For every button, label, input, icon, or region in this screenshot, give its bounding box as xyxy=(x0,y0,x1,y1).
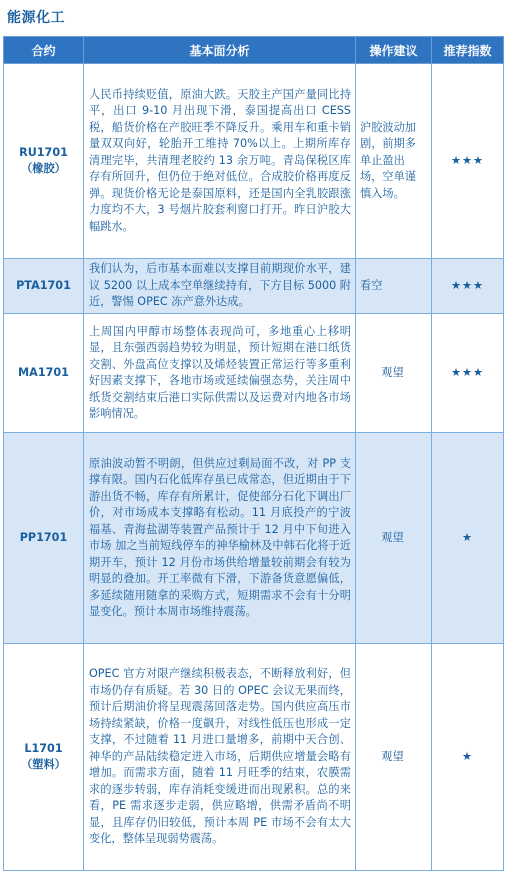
analysis-cell: 上周国内甲醇市场整体表现尚可，多地重心上移明显，且东强西弱趋势较为明显，预计短期在港口纸货交割、外盘高位支撑以及烯烃装置正常运行等多重利好因素支撑下，各地市场或延续偏强态势，关注周中纸货交割结束后港口实际供需以及运费对内地各市场影响情况。 xyxy=(84,314,356,433)
analysis-cell: 人民币持续贬值，原油大跌。天胶主产国产量同比持平，出口 9-10 月出现下滑，泰国提高出口 CESS 税，船货价格在产胶旺季不降反升。乘用车和重卡销量双双向好，轮胎开工维持 70%以上。上期所库存清理完毕，共清理老胶约 13 余万吨。青岛保税区库存有所回升，但仍位于绝对低位。合成胶价格再度反弹。现货价格无论是泰国原料，还是国内全乳胶跟涨力度均不大，3 号烟片胶套利窗口打开。昨日沪胶大幅跳水。 xyxy=(84,64,356,259)
table-row xyxy=(4,433,504,644)
header-analysis: 基本面分析 xyxy=(84,37,356,64)
table-row xyxy=(4,644,504,871)
contract-cell xyxy=(4,433,84,644)
rating-cell: ★ xyxy=(432,644,504,871)
analysis-cell: 原油波动暂不明朗，但供应过剩局面不改，对 PP 支撑有限。国内石化低库存虽已成常态，但近期由于下游出货不畅，库存有所累计，促使部分石化下调出厂价，对市场成本支撑略有松动。11 月底投产的宁波福基、青海盐湖等装置产品预计于 12 月中下旬进入市场 加之当前短线停车的神华榆林及中韩石化将于近期开车，预计 12 月份市场供给增量较前期会有较为明显的叠加。开工率微有下滑，下游备货意愿偏低，多延续随用随拿的采购方式，短期需求不会有十分明显变化。预计本周市场维持震荡。 xyxy=(84,433,356,644)
header-contract: 合约 xyxy=(4,37,84,64)
recommendation-table xyxy=(3,36,504,871)
table-row xyxy=(4,259,504,314)
rating-cell: ★ xyxy=(432,433,504,644)
contract-cell xyxy=(4,259,84,314)
contract-cell xyxy=(4,314,84,433)
rating-cell: ★★★ xyxy=(432,259,504,314)
rating-cell: ★★★ xyxy=(432,314,504,433)
header-rating: 推荐指数 xyxy=(432,37,504,64)
contract-code: PP1701 xyxy=(19,530,68,544)
advice-cell: 沪胶波动加剧，前期多单止盈出场，空单谨慎入场。 xyxy=(356,64,432,259)
contract-cell xyxy=(4,644,84,871)
advice-cell: 观望 xyxy=(356,644,432,871)
table-row xyxy=(4,314,504,433)
contract-code: L1701 xyxy=(24,741,63,755)
contract-cell xyxy=(4,64,84,259)
contract-code: RU1701 xyxy=(19,145,68,159)
analysis-cell: 我们认为，后市基本面难以支撑目前期现价水平，建议 5200 以上成本空单继续持有，下方目标 5000 附近，警惕 OPEC 冻产意外达成。 xyxy=(84,259,356,314)
table-row xyxy=(4,64,504,259)
section-title: 能源化工 xyxy=(7,10,65,26)
contract-code: MA1701 xyxy=(18,365,69,379)
analysis-cell: OPEC 官方对限产继续积极表态，不断释放利好，但市场仍存有质疑。若 30 日的 OPEC 会议无果而终，预计后期油价将呈现震荡回落走势。国内供应高压市场持续紧缺，价格一度飙升，对线性低压也形成一定支撑，不过随着 11 月进口量增多，前期中天合创、神华的产品陆续稳定进入市场，后期供应增量会略有增加。而需求方面，随着 11 月旺季的结束，农膜需求的逐步转弱，库存消耗变缓进而出现累积。总的来看，PE 需求逐步走弱，供应略增，供需矛盾尚不明显，且库存仍旧较低，预计本周 PE 市场不会有太大变化，整体呈现弱势震荡。 xyxy=(84,644,356,871)
contract-code: PTA1701 xyxy=(16,278,71,292)
contract-name: （塑料） xyxy=(21,758,66,771)
header-advice: 操作建议 xyxy=(356,37,432,64)
advice-cell: 看空 xyxy=(356,259,432,314)
table-header-row xyxy=(4,37,504,64)
advice-cell: 观望 xyxy=(356,314,432,433)
contract-name: （橡胶） xyxy=(21,162,66,175)
rating-cell: ★★★ xyxy=(432,64,504,259)
advice-cell: 观望 xyxy=(356,433,432,644)
